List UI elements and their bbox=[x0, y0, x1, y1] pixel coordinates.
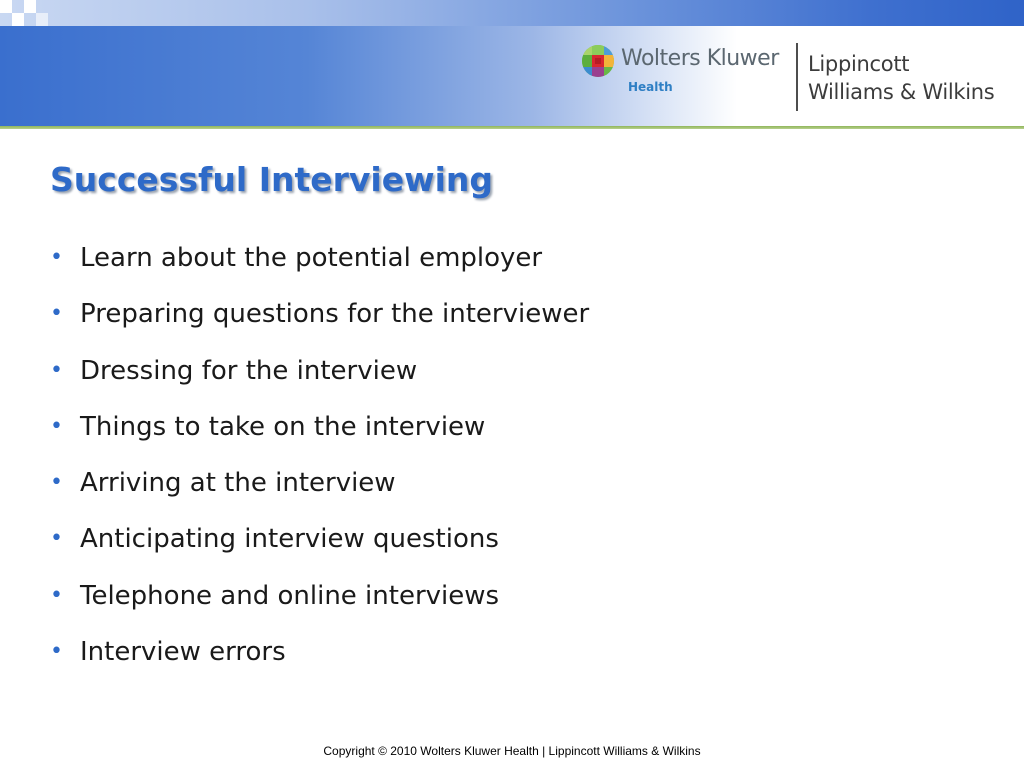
copyright-text: Copyright © 2010 Wolters Kluwer Health | Lippincott Williams & Wilkins bbox=[323, 744, 701, 758]
publisher-logo bbox=[578, 40, 1024, 116]
bullet-item bbox=[50, 578, 589, 634]
bullet-item bbox=[50, 409, 589, 465]
bullet-list bbox=[50, 240, 589, 690]
checker-pattern bbox=[0, 0, 48, 26]
bullet-item bbox=[50, 240, 589, 296]
bullet-icon: • bbox=[50, 413, 63, 439]
bullet-label: Interview errors bbox=[80, 637, 286, 668]
brand-sub-name: Health bbox=[628, 80, 673, 94]
slide-title: Successful Interviewing bbox=[50, 160, 494, 199]
bullet-item bbox=[50, 465, 589, 521]
bullet-label: Arriving at the interview bbox=[80, 468, 396, 499]
brand-partner-line2: Williams & Wilkins bbox=[808, 80, 995, 104]
bullet-icon: • bbox=[50, 639, 63, 665]
bullet-label: Learn about the potential employer bbox=[80, 243, 543, 273]
bullet-icon: • bbox=[50, 245, 63, 270]
brand-primary-name: Wolters Kluwer bbox=[621, 46, 779, 71]
bullet-item bbox=[50, 296, 589, 352]
bullet-icon: • bbox=[50, 357, 63, 383]
bullet-label: Anticipating interview questions bbox=[80, 524, 499, 555]
brand-partner-line1: Lippincott bbox=[808, 52, 910, 76]
bullet-icon: • bbox=[50, 526, 63, 552]
logo-divider bbox=[796, 43, 798, 111]
bullet-icon: • bbox=[50, 301, 63, 327]
bullet-item bbox=[50, 521, 589, 577]
bullet-icon: • bbox=[50, 582, 63, 608]
bullet-label: Preparing questions for the interviewer bbox=[80, 299, 590, 330]
header-divider-rule bbox=[0, 126, 1024, 129]
bullet-icon: • bbox=[50, 470, 63, 496]
bullet-label: Dressing for the interview bbox=[80, 355, 418, 386]
footer-copyright bbox=[0, 744, 1024, 758]
top-decorative-strip bbox=[0, 0, 1024, 26]
bullet-label: Telephone and online interviews bbox=[80, 580, 500, 611]
bullet-item bbox=[50, 634, 589, 690]
wk-globe-icon bbox=[581, 44, 615, 78]
bullet-label: Things to take on the interview bbox=[80, 411, 486, 442]
bullet-item bbox=[50, 353, 589, 409]
